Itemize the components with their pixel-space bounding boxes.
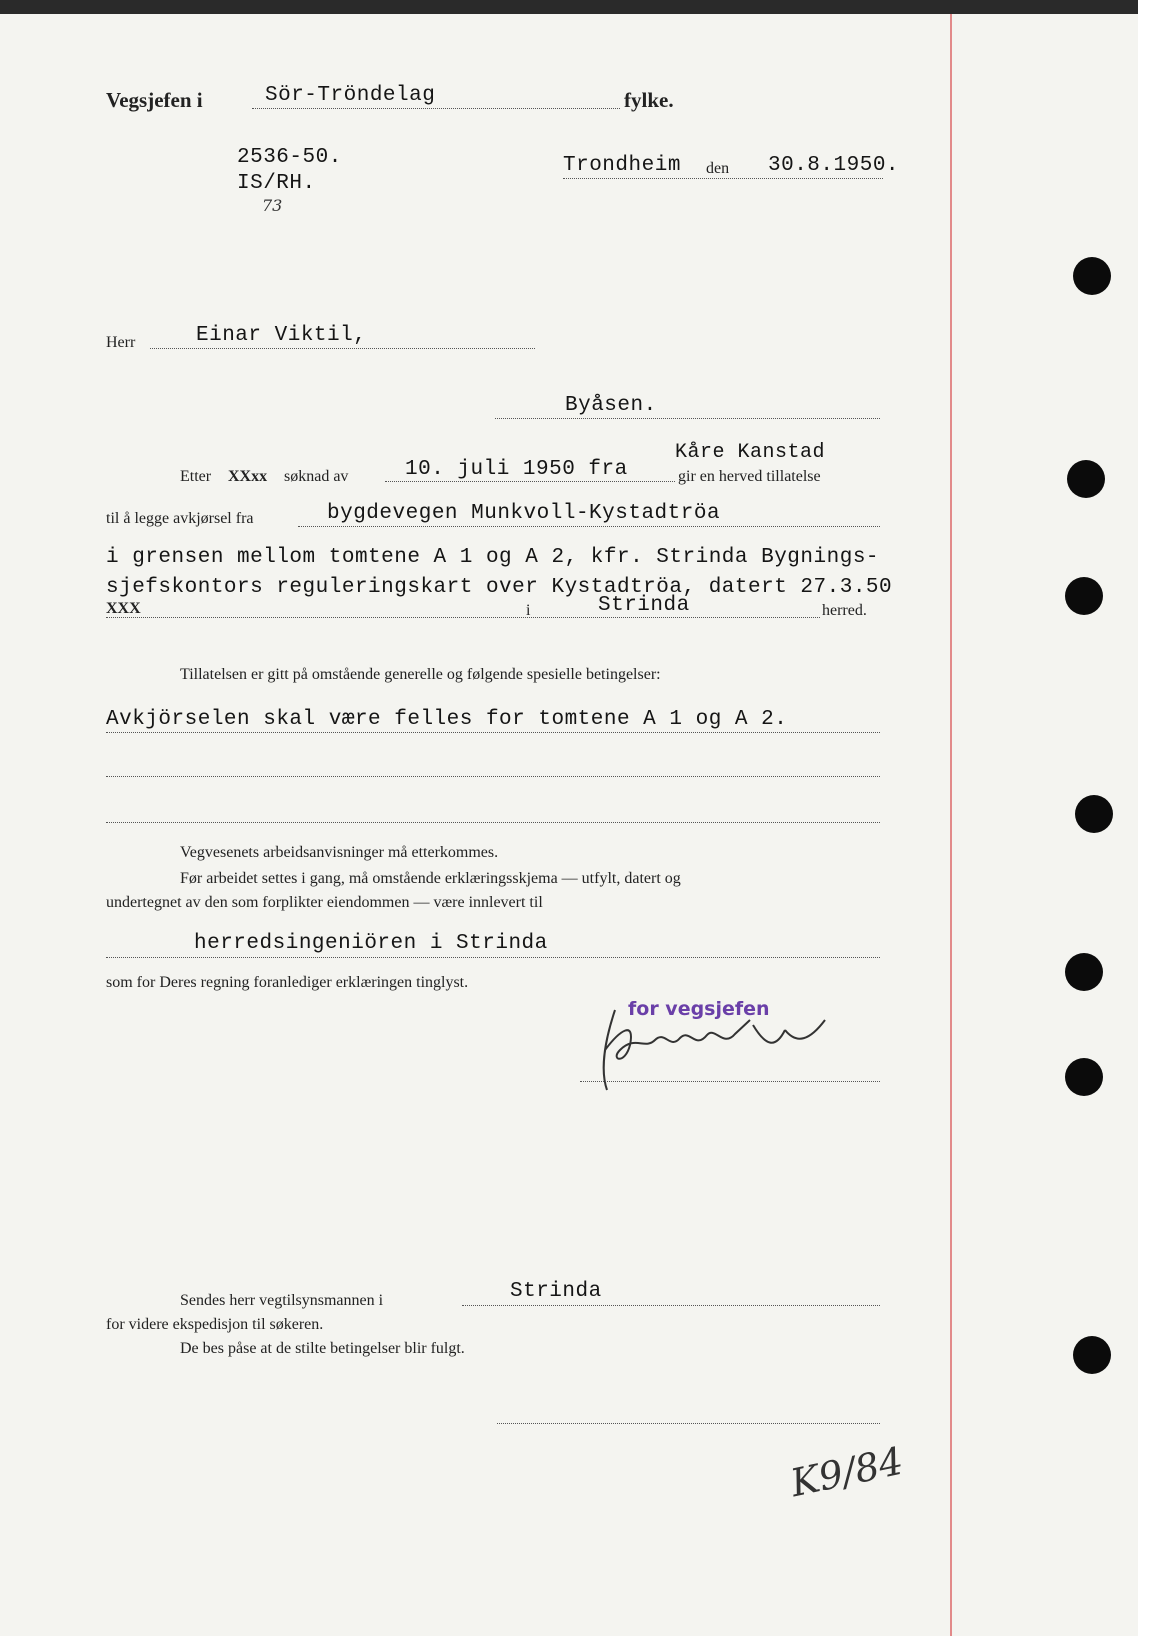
- reference-number: 2536-50.: [237, 146, 342, 169]
- fill-line: [106, 776, 880, 777]
- fill-line: [495, 418, 880, 419]
- stamp-for-vegsjefen: for vegsjefen: [628, 998, 770, 1020]
- forwarding-line-3: De bes påse at de stilte betingelser blir fulgt.: [180, 1340, 465, 1357]
- forwarding-place: Strinda: [510, 1280, 602, 1303]
- fill-line: [252, 108, 620, 109]
- application-date: 10. juli 1950 fra: [405, 458, 628, 481]
- forwarding-line-2: for videre ekspedisjon til søkeren.: [106, 1316, 324, 1333]
- handwritten-note: K9/84: [786, 1438, 908, 1506]
- handwritten-mark: 73: [262, 196, 283, 215]
- date-label: den: [706, 160, 730, 177]
- description-line-1: i grensen mellom tomtene A 1 og A 2, kfr. Strinda Bygnings-: [106, 546, 880, 569]
- reference-initials: IS/RH.: [237, 172, 316, 195]
- header-label-right: fylke.: [624, 88, 674, 112]
- punch-hole: [1065, 1058, 1103, 1096]
- fill-line: [106, 822, 880, 823]
- punch-hole: [1075, 795, 1113, 833]
- conditions-intro: Tillatelsen er gitt på omstående generelle og følgende spesielle betingelser:: [180, 666, 661, 683]
- access-road: bygdevegen Munkvoll-Kystadtröa: [327, 502, 721, 525]
- engineer: herredsingeniören i Strinda: [194, 932, 548, 955]
- soknad-label: søknad av: [284, 468, 349, 485]
- fill-line: [106, 732, 880, 733]
- signature: [575, 990, 855, 1100]
- access-label: til å legge avkjørsel fra: [106, 510, 254, 527]
- recipient-address: Byåsen.: [565, 394, 657, 417]
- fill-line: [580, 1081, 880, 1082]
- header-label-left: Vegsjefen i: [106, 88, 203, 112]
- fill-line: [385, 481, 675, 482]
- municipality: Strinda: [598, 594, 690, 617]
- punch-hole: [1065, 953, 1103, 991]
- punch-hole: [1073, 257, 1111, 295]
- fill-line: [298, 526, 880, 527]
- fill-line: [462, 1305, 880, 1306]
- fill-line: [563, 178, 883, 179]
- salutation: Herr: [106, 334, 136, 351]
- etter-label: Etter: [180, 468, 212, 485]
- fill-line: [106, 957, 880, 958]
- fill-line: [150, 348, 535, 349]
- instruction-line-3: undertegnet av den som forplikter eiendommen — være innlevert til: [106, 894, 543, 911]
- description-line-2: sjefskontors reguleringskart over Kystadtröa, datert 27.3.50: [106, 576, 893, 599]
- i-label: i: [526, 602, 531, 619]
- forwarding-line-1: Sendes herr vegtilsynsmannen i: [180, 1292, 384, 1309]
- punch-hole: [1067, 460, 1105, 498]
- instruction-line-1: Vegvesenets arbeidsanvisninger må etterkommes.: [180, 844, 499, 861]
- applicant-name: Kåre Kanstad: [675, 441, 826, 464]
- struck-text: XXX: [106, 600, 141, 617]
- place: Trondheim: [563, 154, 681, 177]
- herred-label: herred.: [822, 602, 867, 619]
- scan-edge: [0, 0, 1138, 14]
- county-name: Sör-Tröndelag: [265, 84, 436, 107]
- recipient-name: Einar Viktil,: [196, 324, 367, 347]
- condition-text: Avkjörselen skal være felles for tomtene A 1 og A 2.: [106, 708, 788, 731]
- struck-text: XXxx: [228, 468, 268, 485]
- fill-line: [497, 1423, 880, 1424]
- date: 30.8.1950.: [768, 154, 900, 177]
- instruction-line-2: Før arbeidet settes i gang, må omstående erklæringsskjema — utfylt, datert og: [180, 870, 681, 887]
- punch-hole: [1073, 1336, 1111, 1374]
- fill-line: [106, 617, 820, 618]
- instruction-line-4: som for Deres regning foranlediger erklæringen tinglyst.: [106, 974, 469, 991]
- punch-hole: [1065, 577, 1103, 615]
- gir-label: gir en herved tillatelse: [678, 468, 821, 485]
- margin-line: [950, 14, 952, 1636]
